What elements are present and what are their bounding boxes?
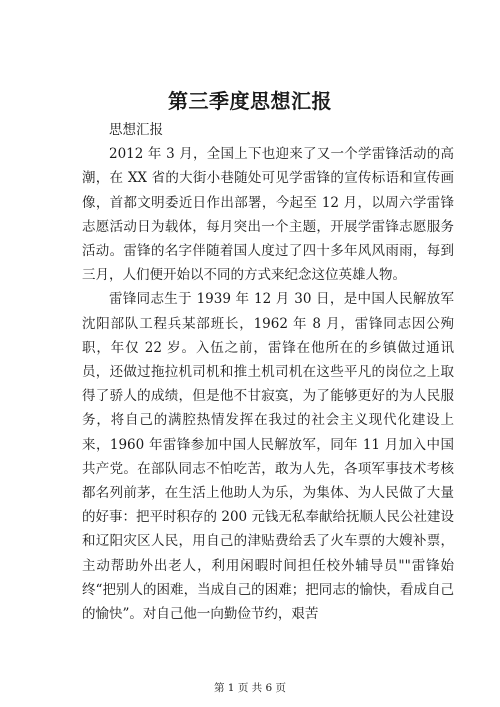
paragraph-2: 雷锋同志生于 1939 年 12 月 30 日，是中国人民解放军沈阳部队工程兵某部班长，1962 年 8 月，雷锋同志因公殉职，年仅 22 岁。入伍之前，雷锋在他所在的乡镇做过通讯员，还做过拖拉机司机和推土机司机在这些平凡的岗位之上取得了骄人的成绩，但是他不甘寂寞，为了能够更好的为人民服务，将自己的满腔热情发挥在我过的社会主义现代化建设上来，1960 年雷锋参加中国人民解放军，同年 11 月加入中国共产党。在部队同志不怕吃苦，敢为人先，各项军事技术考核都名列前茅，在生活上他助人为乐，为集体、为人民做了大量的好事：把平时积存的 200 元钱无私奉献给抚顺人民公社建设和辽阳灾区人民，用自己的津贴费给丢了火车票的大嫂补票，主动帮助外出老人，利用闲暇时间担任校外辅导员""雷锋始终“把别人的困难，当成自己的困难；把同志的愉快，看成自己的愉快”。对自己他一向勤俭节约，艰苦 xyxy=(82,291,454,623)
page-footer: 第 1 页 共 6 页 xyxy=(213,682,287,694)
document-body xyxy=(82,118,454,626)
document-title: 第三季度思想汇报 xyxy=(168,89,332,113)
paragraph-1: 2012 年 3 月，全国上下也迎来了又一个学雷锋活动的高潮，在 XX 省的大街小巷随处可见学雷锋的宣传标语和宣传画像，首都文明委近日作出部署，今起至 12 月，以周六学雷锋志愿活动日为载体，每月突出一个主题，开展学雷锋志愿服务活动。雷锋的名字伴随着国人度过了四十多年风风雨雨，每到三月，人们便开始以不同的方式来纪念这位英雄人物。 xyxy=(82,146,454,284)
subheading: 思想汇报 xyxy=(109,122,163,138)
